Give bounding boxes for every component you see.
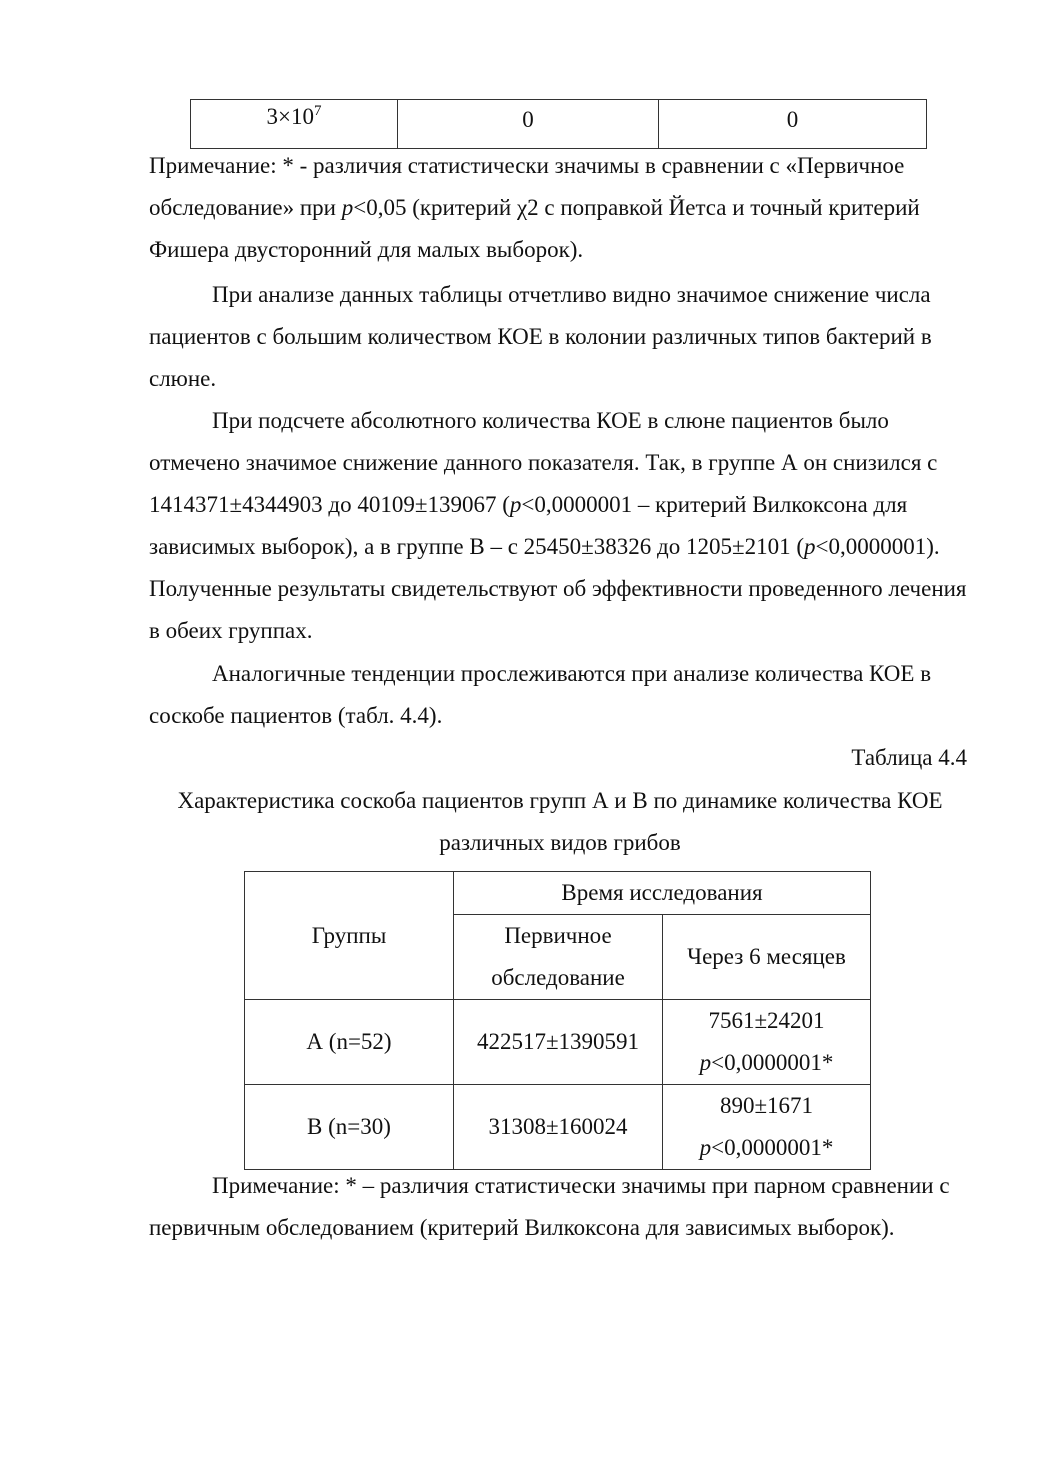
- table-label: Таблица 4.4: [851, 745, 967, 770]
- cell-after: 7561±24201 p<0,0000001*: [663, 1000, 871, 1085]
- table-cell: 0: [659, 100, 927, 149]
- body-paragraph-1: При анализе данных таблицы отчетливо видно значимое снижение числа пациентов с большим количеством КОЕ в колонии различных типов бактерий в слюне.: [149, 282, 932, 391]
- table-row: [191, 100, 927, 149]
- cell-group: В (n=30): [245, 1085, 454, 1170]
- header-groups: Группы: [245, 872, 454, 1000]
- table-row: [245, 1000, 871, 1085]
- concentration-exponent: 7: [313, 103, 322, 119]
- table-4-4: [244, 871, 871, 1170]
- cell-after: 890±1671 p<0,0000001*: [663, 1085, 871, 1170]
- cell-group: А (n=52): [245, 1000, 454, 1085]
- header-6months: Через 6 месяцев: [663, 915, 871, 1000]
- note-paragraph-2: Примечание: * – различия статистически значимы при парном сравнении с первичным обследованием (критерий Вилкоксона для зависимых выборок).: [149, 1173, 950, 1240]
- table-cell-concentration: [191, 100, 398, 149]
- table-cell: 0: [398, 100, 659, 149]
- table-header-row: [245, 872, 871, 915]
- header-primary: Первичное обследование: [454, 915, 663, 1000]
- body-paragraph-2: При подсчете абсолютного количества КОЕ в слюне пациентов было отмечено значимое снижение данного показателя. Так, в группе А он снизился с 1414371±4344903 до 40109±139067 (p<0,0000001 – критерий Вилкоксона для зависимых выборок), а в группе В – с 25450±38326 до 1205±2101 (p<0,0000001). Полученные результаты свидетельствуют об эффективности проведенного лечения в обеих группах.: [149, 408, 967, 643]
- table-row: [245, 1085, 871, 1170]
- previous-table-fragment: [190, 99, 927, 149]
- cell-primary: 422517±1390591: [454, 1000, 663, 1085]
- concentration-base: 3×10: [266, 104, 314, 129]
- body-paragraph-3: Аналогичные тенденции прослеживаются при анализе количества КОЕ в соскобе пациентов (табл. 4.4).: [149, 661, 932, 728]
- note-paragraph: Примечание: * - различия статистически значимы в сравнении с «Первичное обследование» при p<0,05 (критерий χ2 с поправкой Йетса и точный критерий Фишера двусторонний для малых выборок).: [149, 153, 920, 262]
- cell-primary: 31308±160024: [454, 1085, 663, 1170]
- header-time: Время исследования: [454, 872, 871, 915]
- table-caption: Характеристика соскоба пациентов групп А и В по динамике количества КОЕ различных видов грибов: [177, 788, 943, 855]
